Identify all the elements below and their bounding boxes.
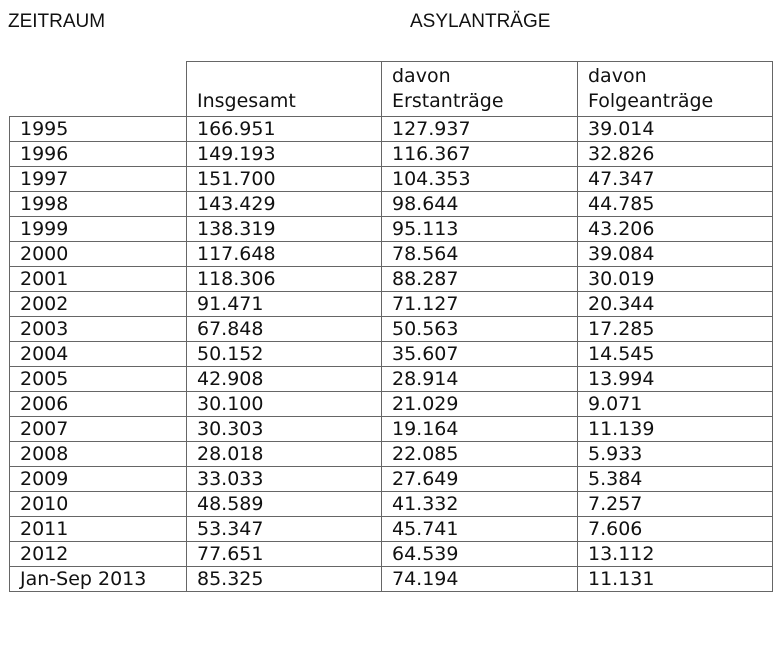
table-row	[10, 392, 773, 417]
total-cell: 91.471	[187, 292, 382, 317]
first-cell: 95.113	[382, 217, 578, 242]
follow-cell: 5.933	[578, 442, 773, 467]
total-cell: 85.325	[187, 567, 382, 592]
follow-cell: 47.347	[578, 167, 773, 192]
first-cell: 98.644	[382, 192, 578, 217]
total-cell: 33.033	[187, 467, 382, 492]
table-row	[10, 542, 773, 567]
header-first-line2: Erstanträge	[392, 90, 504, 112]
follow-cell: 11.131	[578, 567, 773, 592]
period-cell: 2002	[10, 292, 187, 317]
follow-cell: 7.606	[578, 517, 773, 542]
header-row	[10, 62, 773, 117]
follow-cell: 30.019	[578, 267, 773, 292]
table-row	[10, 467, 773, 492]
table-row	[10, 342, 773, 367]
first-cell: 19.164	[382, 417, 578, 442]
period-cell: Jan-Sep 2013	[10, 567, 187, 592]
period-cell: 2001	[10, 267, 187, 292]
total-cell: 151.700	[187, 167, 382, 192]
total-cell: 48.589	[187, 492, 382, 517]
header-first-line1: davon	[392, 65, 451, 87]
period-cell: 2000	[10, 242, 187, 267]
header-cell-period	[10, 62, 187, 117]
follow-cell: 44.785	[578, 192, 773, 217]
period-cell: 1996	[10, 142, 187, 167]
total-cell: 50.152	[187, 342, 382, 367]
first-cell: 28.914	[382, 367, 578, 392]
zeitraum-heading: ZEITRAUM	[8, 11, 106, 32]
first-cell: 74.194	[382, 567, 578, 592]
period-cell: 1997	[10, 167, 187, 192]
header-follow-line2: Folgeanträge	[588, 90, 714, 112]
period-cell: 2005	[10, 367, 187, 392]
period-cell: 2011	[10, 517, 187, 542]
header-follow-line1: davon	[588, 65, 647, 87]
first-cell: 71.127	[382, 292, 578, 317]
total-cell: 77.651	[187, 542, 382, 567]
header-cell-total	[187, 62, 382, 117]
period-cell: 2008	[10, 442, 187, 467]
follow-cell: 14.545	[578, 342, 773, 367]
header-cell-first	[382, 62, 578, 117]
table-header	[10, 62, 773, 117]
period-cell: 2012	[10, 542, 187, 567]
first-cell: 41.332	[382, 492, 578, 517]
first-cell: 78.564	[382, 242, 578, 267]
total-cell: 138.319	[187, 217, 382, 242]
follow-cell: 17.285	[578, 317, 773, 342]
period-cell: 2003	[10, 317, 187, 342]
table-row	[10, 417, 773, 442]
period-cell: 2009	[10, 467, 187, 492]
table-row	[10, 492, 773, 517]
follow-cell: 13.112	[578, 542, 773, 567]
table-row	[10, 192, 773, 217]
total-cell: 53.347	[187, 517, 382, 542]
header-total-line2: Insgesamt	[197, 90, 296, 112]
table-row	[10, 117, 773, 142]
first-cell: 22.085	[382, 442, 578, 467]
period-cell: 2006	[10, 392, 187, 417]
follow-cell: 39.014	[578, 117, 773, 142]
table-row	[10, 242, 773, 267]
total-cell: 67.848	[187, 317, 382, 342]
table-row	[10, 517, 773, 542]
total-cell: 166.951	[187, 117, 382, 142]
period-cell: 1999	[10, 217, 187, 242]
total-cell: 30.100	[187, 392, 382, 417]
first-cell: 45.741	[382, 517, 578, 542]
total-cell: 117.648	[187, 242, 382, 267]
table-body	[10, 117, 773, 592]
total-cell: 118.306	[187, 267, 382, 292]
follow-cell: 7.257	[578, 492, 773, 517]
first-cell: 127.937	[382, 117, 578, 142]
follow-cell: 43.206	[578, 217, 773, 242]
table-row	[10, 317, 773, 342]
table-row	[10, 217, 773, 242]
first-cell: 35.607	[382, 342, 578, 367]
table-row	[10, 292, 773, 317]
first-cell: 21.029	[382, 392, 578, 417]
first-cell: 116.367	[382, 142, 578, 167]
asylum-applications-table	[9, 61, 773, 592]
header-cell-follow	[578, 62, 773, 117]
follow-cell: 20.344	[578, 292, 773, 317]
table-row	[10, 442, 773, 467]
total-cell: 149.193	[187, 142, 382, 167]
table-row	[10, 567, 773, 592]
period-cell: 2004	[10, 342, 187, 367]
period-cell: 2010	[10, 492, 187, 517]
table-row	[10, 367, 773, 392]
follow-cell: 32.826	[578, 142, 773, 167]
follow-cell: 39.084	[578, 242, 773, 267]
follow-cell: 9.071	[578, 392, 773, 417]
asylantraege-heading: ASYLANTRÄGE	[410, 11, 551, 32]
first-cell: 27.649	[382, 467, 578, 492]
first-cell: 104.353	[382, 167, 578, 192]
period-cell: 1995	[10, 117, 187, 142]
total-cell: 143.429	[187, 192, 382, 217]
follow-cell: 5.384	[578, 467, 773, 492]
total-cell: 42.908	[187, 367, 382, 392]
follow-cell: 11.139	[578, 417, 773, 442]
table-row	[10, 167, 773, 192]
table-row	[10, 267, 773, 292]
total-cell: 30.303	[187, 417, 382, 442]
first-cell: 88.287	[382, 267, 578, 292]
period-cell: 2007	[10, 417, 187, 442]
follow-cell: 13.994	[578, 367, 773, 392]
period-cell: 1998	[10, 192, 187, 217]
total-cell: 28.018	[187, 442, 382, 467]
first-cell: 64.539	[382, 542, 578, 567]
first-cell: 50.563	[382, 317, 578, 342]
table-row	[10, 142, 773, 167]
